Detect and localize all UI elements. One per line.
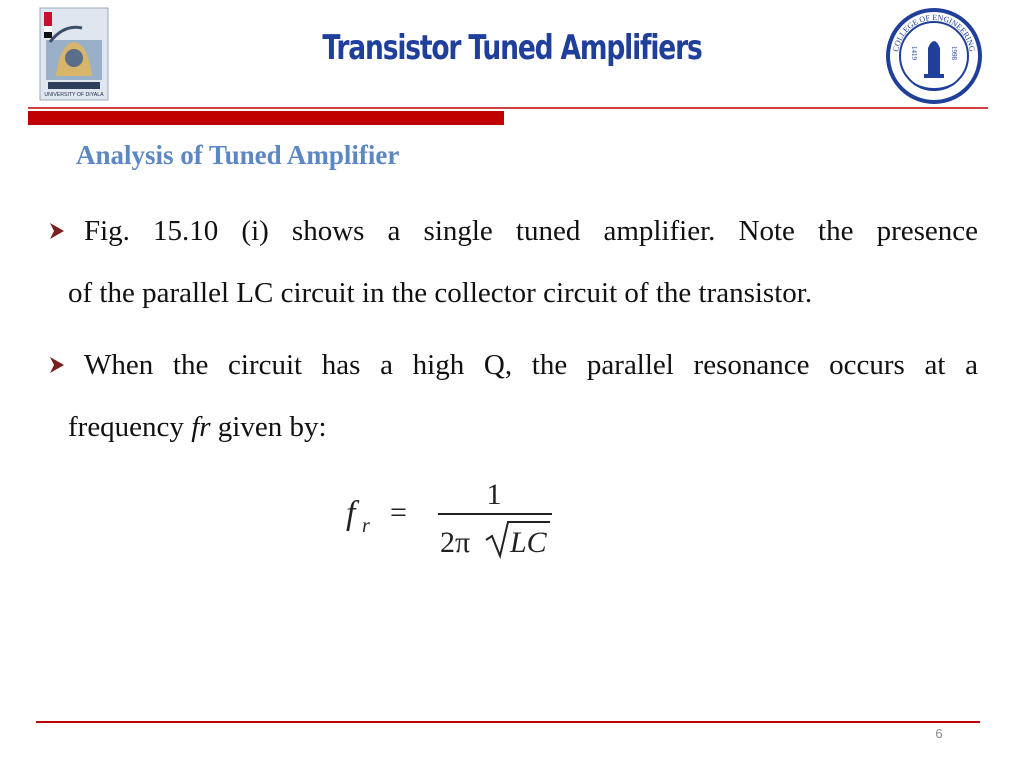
seal-ring-text: COLLEGE OF ENGINEERING	[891, 12, 977, 53]
page-number: 6	[935, 726, 943, 741]
bullet-text-line: When the circuit has a high Q, the parallel resonance occurs at a	[84, 349, 978, 381]
arrow-bullet-shape	[50, 223, 64, 239]
arrow-bullet-icon	[48, 221, 66, 241]
frequency-symbol: fr	[191, 411, 211, 443]
arrow-bullet-icon	[48, 355, 66, 375]
header-thin-rule	[28, 107, 988, 109]
seal-year-right: 1998	[950, 46, 958, 60]
formula-equals: =	[390, 496, 407, 529]
formula-graphic	[340, 478, 570, 564]
footer-rule	[36, 721, 980, 723]
bullet-text-line	[48, 396, 978, 458]
bullet-text: frequency	[68, 411, 192, 443]
college-of-engineering-seal-icon	[884, 6, 984, 106]
seal-year-left: 1419	[910, 46, 918, 60]
bullet-item	[48, 334, 978, 458]
page-title: Transistor Tuned Amplifiers	[322, 28, 702, 68]
bullet-text: given by:	[210, 411, 327, 443]
resonance-formula	[340, 478, 570, 564]
formula-numerator: 1	[486, 478, 502, 511]
section-heading: Analysis of Tuned Amplifier	[76, 140, 400, 170]
header-thick-rule	[28, 111, 504, 125]
logo-caption: UNIVERSITY OF DIYALA	[44, 92, 104, 98]
formula-radicand: LC	[510, 526, 547, 559]
formula-lhs-symbol: f	[346, 495, 356, 532]
bullet-item	[48, 200, 978, 324]
formula-denominator-prefix: 2π	[440, 526, 471, 559]
formula-lhs-subscript: r	[362, 515, 370, 537]
bullet-text-line: of the parallel LC circuit in the collector circuit of the transistor.	[68, 277, 813, 309]
bullet-text-line: Fig. 15.10 (i) shows a single tuned amplifier. Note the presence	[84, 215, 978, 247]
university-of-diyala-logo-icon	[36, 6, 112, 102]
arrow-bullet-shape	[50, 357, 64, 373]
university-logo	[36, 6, 112, 102]
college-seal	[884, 6, 984, 106]
